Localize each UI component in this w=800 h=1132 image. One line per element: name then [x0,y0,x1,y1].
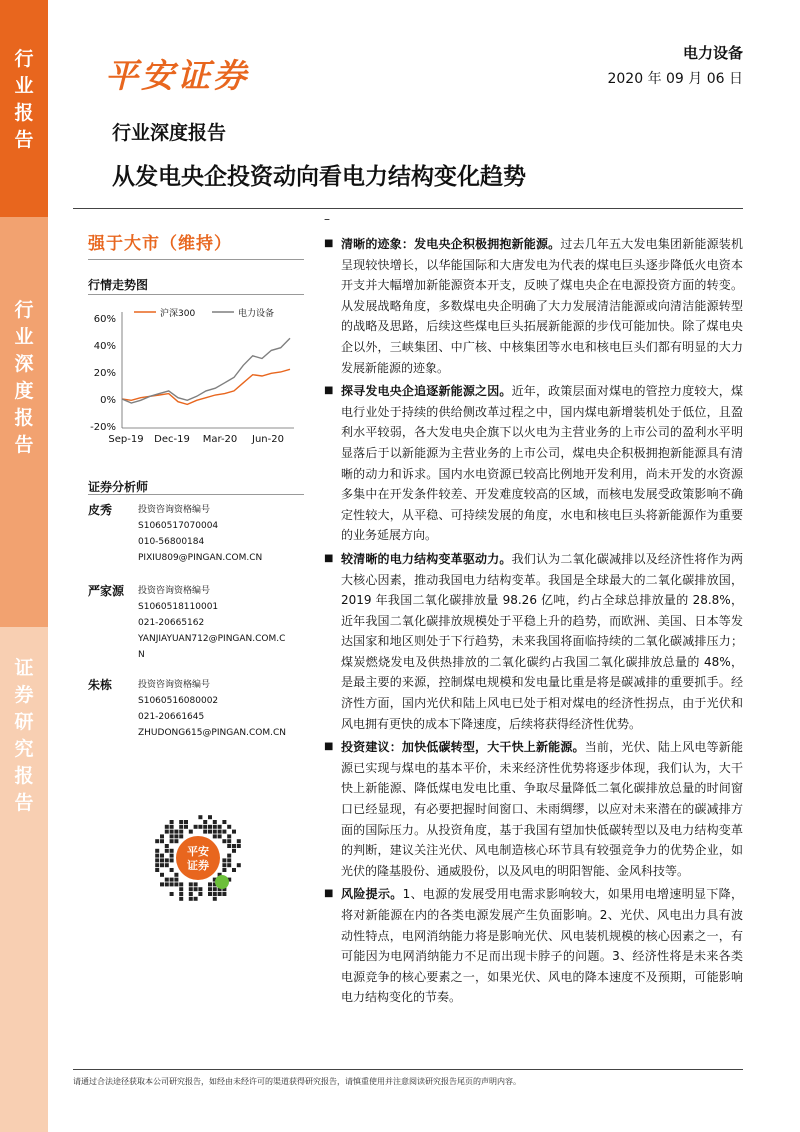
analyst-email: ZHUDONG615@PINGAN.COM.CN [138,728,286,738]
qr-module [155,839,159,843]
qr-code[interactable] [150,810,246,906]
paragraph-text: 近年，政策层面对煤电的管控力度较大，煤电行业处于持续的供给侧改革过程之中，国内煤电新增装机处于低位，且盈利水平较弱，各大发电央企旗下以火电为主营业务的上市公司的盈利水平明显落后于以新能源为主营业务的上市公司，煤电央企积极拥抱新能源具有清晰的动力和诉求。国内水电资源已较高比例地开发利用，尚未开发的水资源多集中在开发条件较差、开发难度较高的区域，而核电发展受政策影响不确定性较大，从平稳、可持续发展的角度，水电和核电巨头将新能源作为重要的业务延展方向。 [341,384,743,543]
legend-label: 沪深300 [160,309,196,319]
qr-module [160,854,164,858]
y-tick-label: 0% [100,395,116,406]
sidebar-char: 深 [14,353,34,375]
x-tick-label: Dec-19 [154,434,190,445]
sidebar-char: 报 [14,102,34,124]
qr-module [208,887,212,891]
qr-module [179,887,183,891]
sidebar-char: 行 [14,299,34,321]
qr-module [160,873,164,877]
analyst-name: 朱栋 [88,678,113,692]
qr-label: 证券 [187,859,209,872]
report-summary [324,234,743,1011]
paragraph-text: 1、电源的发展受用电需求影响较大，如果用电增速明显下降，将对新能源在内的各类电源发展产生负面影响。2、光伏、风电出力具有波动性特点，电网消纳能力将是影响光伏、风电装机规模的核心因素之一，有可能因为电网消纳能力不足而出现卡脖子的问题。3、经济性将是未来各类电源竞争的核心要素之一，如果光伏、风电的降本速度不及预期，可能影响电力结构变化的节奏。 [341,887,743,1005]
qr-module [203,830,207,834]
qr-module [160,882,164,886]
qr-module [227,834,231,838]
qr-module [213,825,217,829]
analyst-cert-label: 投资咨询资格编号 [138,586,211,596]
bullet-icon: ■ [324,741,334,753]
report-title: 从发电央企投资动向看电力结构变化趋势 [112,164,526,190]
footer-divider [73,1069,743,1070]
qr-module [155,868,159,872]
qr-module [174,873,178,877]
paragraph-text: 我们认为二氧化碳减排以及经济性将作为两大核心因素，推动我国电力结构变革。我国是全球最大的二氧化碳排放国，2019 年我国二氧化碳排放量 98.26 亿吨，约占全球总排放量的 28.8%，近年我国二氧化碳排放规模处于平稳上升的趋势，而欧洲、美国、日本等发达国家和地区则处于下行趋势，未来我国将面临持续的二氧化碳减排压力；煤炭燃烧发电及供热排放的二氧化碳约占我国二氧化碳排放总量的 48%，是最主要的来源，控制煤电规模和发电量比重是将是碳减排的重要抓手。经济性方面，国内光伏和陆上风电已处于相对煤电的经济性拐点，由于光伏和风电拥有更快的成本下降速度，后续将获得经济性优势。 [341,551,743,731]
qr-module [189,887,193,891]
summary-paragraph [324,234,743,378]
qr-module [160,863,164,867]
qr-module [203,825,207,829]
qr-module [194,887,198,891]
qr-module [170,854,174,858]
qr-module [170,839,174,843]
rating-divider [88,259,304,260]
sidebar-char: 证 [14,657,34,679]
series-line [122,369,290,404]
qr-module [170,820,174,824]
qr-module [222,839,226,843]
paragraph-text: 当前，光伏、陆上风电等新能源已实现与煤电的基本平价，未来经济性优势将逐步体现，我们认为，大干快上新能源、降低煤电发电比重、争取尽量降低二氧化碳排放总量的时间窗口已经显现，有必要把握时间窗口、未雨绸缪，以应对未来潜在的碳减排方面的国际压力。从投资角度，基于我国有望加快低碳转型以及电力结构变革的判断，建议关注光伏、风电制造核心环节具有较强竞争力的优势企业，如光伏的隆基股份、通威股份，以及风电的明阳智能、金风科技等。 [341,740,743,878]
qr-module [198,892,202,896]
summary-paragraph [324,737,743,881]
qr-module [155,863,159,867]
qr-module [165,878,169,882]
sidebar-block-report [0,0,48,217]
qr-module [184,825,188,829]
qr-module [222,868,226,872]
sidebar-char: 究 [14,738,34,760]
bullet-icon: ■ [324,238,334,249]
qr-module [237,839,241,843]
qr-module [165,849,169,853]
analyst-phone: 010-56800184 [138,537,205,547]
qr-module [170,878,174,882]
sidebar-char: 报 [14,407,34,429]
market-chart-heading: 行情走势图 [88,278,149,292]
footer-disclaimer: 请通过合法途径获取本公司研究报告，如经由未经许可的渠道获得研究报告，请慎重使用并注意阅读研究报告尾页的声明内容。 [73,1077,521,1086]
sector-name: 电力设备 [682,44,743,62]
qr-module [174,882,178,886]
paragraph-text: 过去几年五大发电集团新能源装机呈现较快增长，以华能国际和大唐发电为代表的煤电巨头逐步降低火电资本开支并大幅增加新能源资本开支，反映了煤电央企在电源投资方面的转变。从发展战略角度，多数煤电央企明确了大力发展清洁能源或向清洁能源转型的战略及思路，后续这些煤电巨头拓展新能源的步伐可能加快。除了煤电央企以外，三峡集团、中广核、中核集团等水电和核电巨头们都有明显的大力发展新能源的迹象。 [341,237,743,375]
analyst-cert-label: 投资咨询资格编号 [138,505,211,515]
qr-module [155,854,159,858]
qr-module [208,830,212,834]
rating-label: 强于大市（维持） [88,234,232,254]
qr-module [155,849,159,853]
qr-module [165,825,169,829]
market-trend-chart [88,300,304,450]
qr-module [165,882,169,886]
sidebar-char: 告 [14,434,34,456]
qr-module [189,882,193,886]
paragraph-lead: 风险提示。 [341,887,403,902]
qr-module [174,839,178,843]
qr-module [165,844,169,848]
qr-module [222,820,226,824]
qr-module [165,830,169,834]
analyst-name: 皮秀 [88,503,113,517]
qr-module [160,834,164,838]
bullet-icon: ■ [324,552,334,564]
qr-module [227,839,231,843]
qr-module [184,820,188,824]
paragraph-lead: 清晰的迹象：发电央企积极拥抱新能源。 [341,237,561,251]
qr-module [198,815,202,819]
qr-module [232,830,236,834]
qr-module [170,834,174,838]
qr-module [208,825,212,829]
sidebar-char: 告 [14,129,34,151]
paragraph-lead: 探寻发电央企追逐新能源之因。 [341,384,512,399]
analyst-cert-number: S1060518110001 [138,602,219,612]
paragraph-lead: 投资建议：加快低碳转型，大干快上新能源。 [341,740,585,755]
analyst-name: 严家源 [88,584,125,598]
qr-module [218,830,222,834]
qr-module [170,830,174,834]
qr-module [222,863,226,867]
qr-module [218,892,222,896]
qr-module [198,825,202,829]
qr-module [179,830,183,834]
qr-module [170,858,174,862]
qr-module [179,820,183,824]
sidebar-char: 业 [14,326,34,348]
qr-module [174,878,178,882]
qr-module [208,892,212,896]
analyst-phone: 021-20661645 [138,712,205,722]
qr-module [213,892,217,896]
qr-module [160,858,164,862]
qr-module [208,815,212,819]
qr-module [213,887,217,891]
qr-module [227,858,231,862]
qr-module [213,897,217,901]
qr-module [155,858,159,862]
qr-module [179,882,183,886]
qr-module [165,863,169,867]
header-divider [73,208,743,209]
series-line [122,338,290,403]
qr-module [189,830,193,834]
market-chart-divider [88,294,304,295]
sidebar-char: 业 [14,75,34,97]
qr-module [194,882,198,886]
y-tick-label: -20% [90,422,116,433]
sidebar-char: 行 [14,48,34,70]
qr-module [227,844,231,848]
bullet-icon: ■ [324,385,334,397]
company-logo: 平安证券 [105,56,249,95]
summary-paragraph [324,549,743,734]
qr-module [232,849,236,853]
analyst-email: YANJIAYUAN712@PINGAN.COM.C [138,634,286,644]
analyst-heading: 证券分析师 [88,480,149,494]
summary-paragraph [324,381,743,546]
qr-module [198,887,202,891]
y-tick-label: 60% [93,314,116,325]
qr-module [237,863,241,867]
sidebar-block-deep-report [0,217,48,627]
analyst-phone: 021-20665162 [138,618,205,628]
qr-module [213,820,217,824]
column-marker: – [324,212,330,226]
analyst-divider [88,494,304,495]
legend-label: 电力设备 [238,309,275,319]
qr-module [160,839,164,843]
qr-module [170,882,174,886]
qr-module [237,844,241,848]
qr-module [174,834,178,838]
qr-module [208,882,212,886]
x-tick-label: Mar-20 [202,434,238,445]
qr-module [218,825,222,829]
analyst-card [88,502,308,566]
qr-module [222,830,226,834]
qr-module [174,830,178,834]
x-tick-label: Jun-20 [252,434,284,445]
qr-module [179,897,183,901]
sidebar-char: 告 [14,792,34,814]
qr-module [232,844,236,848]
analyst-cert-number: S1060517070004 [138,521,219,531]
qr-module [170,892,174,896]
qr-module [227,863,231,867]
paragraph-lead: 较清晰的电力结构变革驱动力。 [341,551,512,566]
qr-module [227,825,231,829]
analyst-email-cont: N [138,650,145,660]
x-tick-label: Sep-19 [108,434,144,445]
analyst-card [88,677,308,741]
analyst-card [88,583,308,663]
qr-module [194,825,198,829]
qr-module [222,892,226,896]
qr-module [227,854,231,858]
sidebar-char: 研 [14,711,34,733]
qr-module [165,858,169,862]
qr-module [222,858,226,862]
qr-module [203,820,207,824]
qr-module [179,892,183,896]
sidebar-char: 券 [14,684,34,706]
analyst-cert-number: S1060516080002 [138,696,219,706]
analyst-email: PIXIU809@PINGAN.COM.CN [138,553,263,563]
qr-module [232,868,236,872]
report-date: 2020 年 09 月 06 日 [607,71,743,87]
sidebar-char: 度 [14,380,34,402]
qr-module [218,834,222,838]
qr-module [179,834,183,838]
qr-module [189,892,193,896]
analyst-cert-label: 投资咨询资格编号 [138,680,211,690]
qr-module [170,868,174,872]
summary-paragraph [324,884,743,1008]
qr-module [170,849,174,853]
qr-module [179,825,183,829]
sidebar-block-research [0,627,48,1132]
report-type: 行业深度报告 [112,122,227,144]
qr-module [189,897,193,901]
qr-module [213,834,217,838]
y-tick-label: 20% [93,368,116,379]
sidebar-char: 报 [14,765,34,787]
qr-module [194,897,198,901]
qr-label: 平安 [187,845,209,858]
y-tick-label: 40% [93,341,116,352]
qr-module [213,830,217,834]
qr-module [170,825,174,829]
bullet-icon: ■ [324,888,334,900]
